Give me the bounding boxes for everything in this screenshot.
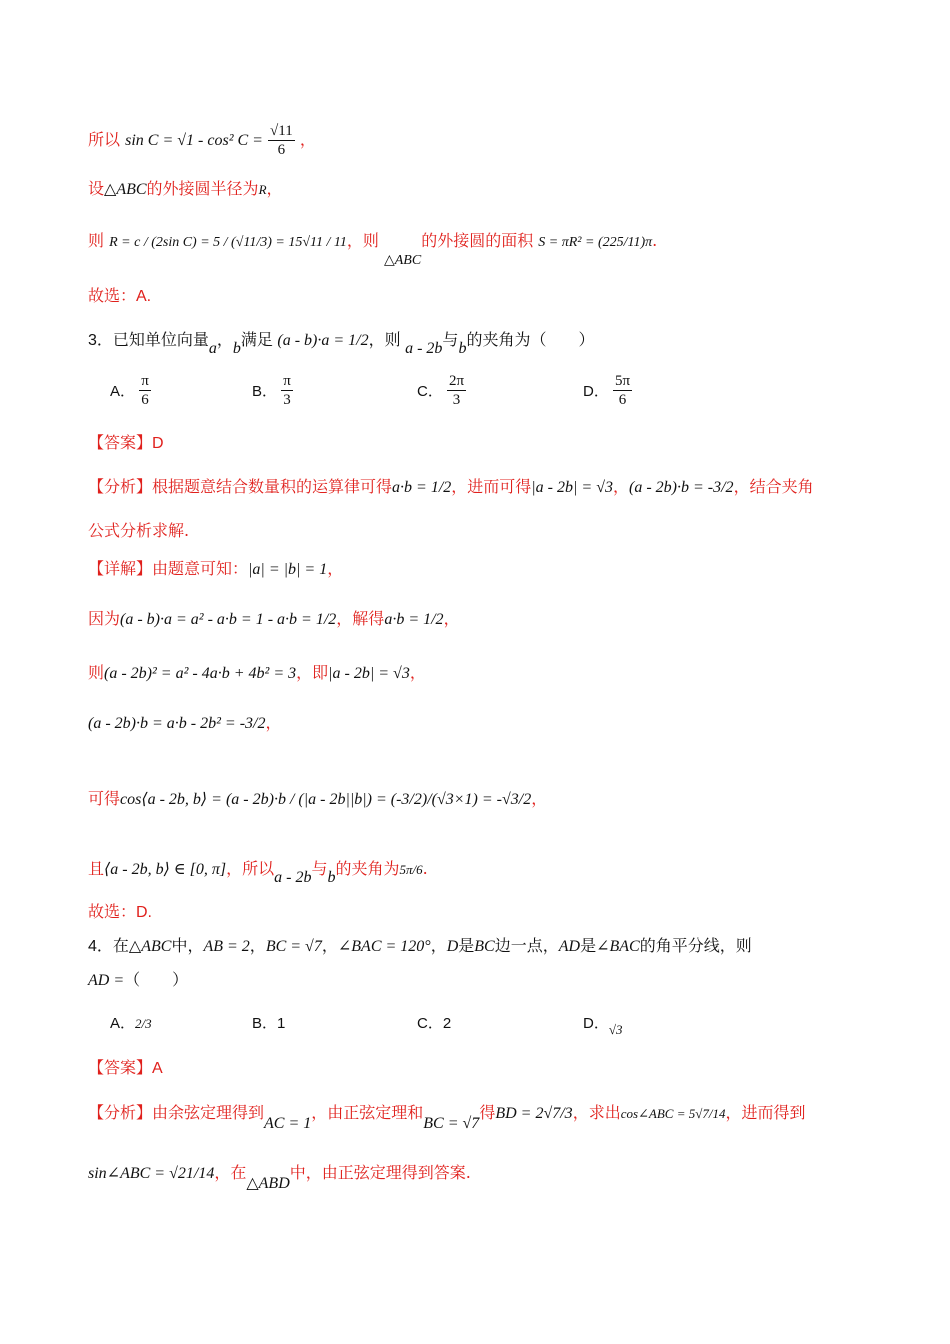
- q3-final-choice: 故选：D.: [88, 904, 153, 921]
- q3-option-c[interactable]: C． $\frac{2\pi}{3}$: [417, 373, 465, 408]
- q4-analysis-cont: sin∠ABC = √21/14，在△ABD中，由正弦定理得到答案.: [88, 1163, 471, 1192]
- q3-stem: 3．已知单位向量a，b满足 (a - b)·a = 1/2，则 a - 2b与b的夹角为（ ）: [88, 332, 595, 357]
- q3-option-d[interactable]: D． $\frac{5\pi}{6}$: [583, 373, 631, 408]
- formula-sinC: sin C = √1 - cos² C =: [125, 132, 263, 149]
- q4-option-c[interactable]: C．2: [417, 1015, 452, 1032]
- q3-option-a[interactable]: A． $\frac{\pi}{6}$: [110, 373, 149, 408]
- q3-step-5: 且⟨a - 2b, b⟩ ∈ [0, π]，所以a - 2b与b的夹角为5π/6.: [88, 859, 428, 886]
- q3-option-b[interactable]: B． $\frac{\pi}{3}$: [252, 373, 291, 408]
- fraction: $\frac{√11}{6}$: [270, 123, 293, 158]
- q4-option-b[interactable]: B．1: [252, 1015, 286, 1032]
- q3-step-2: 则(a - 2b)² = a² - 4a·b + 4b² = 3，即|a - 2b| = √3，: [88, 663, 426, 682]
- q3-analysis: 【分析】根据题意结合数量积的运算律可得a·b = 1/2，进而可得|a - 2b| = √3，(a - 2b)·b = -3/2，结合夹角: [88, 477, 814, 496]
- formula-R: R = c / (2sin C) = 5 / (√11/3) = 15√11 / 11: [109, 235, 347, 250]
- solution-line-radius: 设△ABC的外接圆半径为R，: [88, 179, 283, 198]
- q3-step-4: 可得cos⟨a - 2b, b⟩ = (a - 2b)·b / (|a - 2b||b|) = (-3/2)/(√3×1) = -√3/2，: [88, 789, 548, 808]
- solution-line-sinC: 所以 sin C = √1 - cos² C = $\frac{√11}{6}$ ，: [88, 123, 316, 158]
- q4-analysis: 【分析】由余弦定理得到AC = 1，由正弦定理和BC = √7得BD = 2√7/3，求出cos∠ABC = 5√7/14，进而得到: [88, 1103, 806, 1132]
- q4-answer: 【答案】A: [88, 1060, 163, 1077]
- choice-line-q2: 故选：A.: [88, 288, 152, 305]
- q4-stem: 4．在△ABC中，AB = 2，BC = √7，∠BAC = 120°，D是BC边一点，AD是∠BAC的角平分线，则: [88, 938, 752, 955]
- q3-analysis-cont: 公式分析求解.: [88, 521, 190, 540]
- formula-area: S = πR² = (225/11)π: [538, 235, 653, 250]
- q3-answer: 【答案】D: [88, 435, 164, 452]
- q4-stem-cont: AD =（ ）: [88, 972, 189, 989]
- q3-step-1: 因为(a - b)·a = a² - a·b = 1 - a·b = 1/2，解得a·b = 1/2，: [88, 609, 460, 628]
- solution-line-area: 则 R = c / (2sin C) = 5 / (√11/3) = 15√11 / 11，则 △ABC的外接圆的面积 S = πR² = (225/11)π.: [88, 231, 658, 268]
- q4-option-a[interactable]: A．2/3: [110, 1015, 152, 1032]
- q3-condition: (a - b)·a = 1/2: [277, 332, 369, 349]
- q3-detail: 【详解】由题意可知：|a| = |b| = 1，: [88, 559, 344, 578]
- q3-step-3: (a - 2b)·b = a·b - 2b² = -3/2，: [88, 713, 282, 732]
- q4-option-d[interactable]: D．√3: [583, 1015, 623, 1037]
